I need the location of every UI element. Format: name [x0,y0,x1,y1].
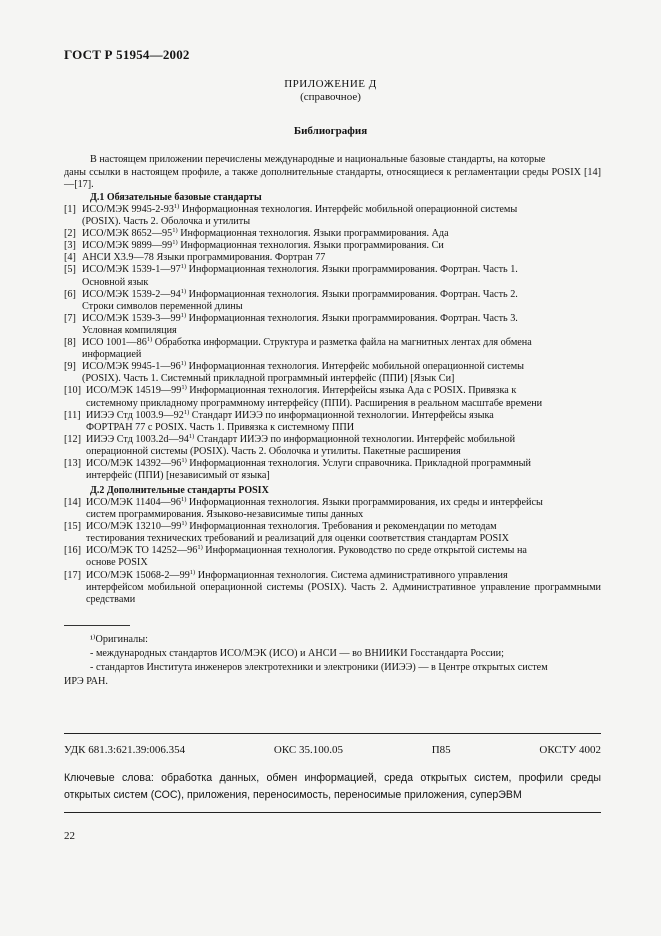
reference-text [82,240,601,252]
reference-number: [10] [64,385,81,397]
bibliography-intro [64,154,601,192]
footnote-marker: 1) [181,384,187,392]
reference-entry [64,361,601,385]
reference-text [86,410,601,434]
reference-code: ИСО/МЭК 13210—99 [86,521,182,533]
reference-title-continuation: интерфейсом мобильной операционной системы (POSIX). Часть 2. Административное управление программными средствами [86,581,601,605]
p-code: П85 [431,744,451,756]
section-heading-additional: Д.2 Дополнительные стандарты POSIX [90,485,269,496]
reference-number: [12] [64,433,81,445]
bibliography-title: Библиография [293,125,368,137]
footnote-marker: 1) [172,239,178,247]
intro-line: В настоящем приложении перечислены международные и национальные базовые стандарты, на которые [90,154,546,165]
reference-text [82,204,601,228]
reference-number: [15] [64,521,81,533]
reference-code: ИСО/МЭК 14519—99 [86,385,182,397]
keywords: Ключевые слова: обработка данных, обмен информацией, среда открытых систем, профили среды открытых систем (СОС), приложения, переносимость, переносимые приложения, суперЭВМ [64,772,601,801]
reference-title: Информационная технология. Услуги справочника. Прикладной программный [186,457,531,469]
reference-number: [1] [64,204,76,215]
footnote-marker: 1) [172,227,178,235]
reference-title: Языки программирования. Фортран 77 [153,252,326,264]
reference-entry [64,228,601,240]
reference-code: ИСО/МЭК 1539-2—94 [82,288,181,300]
reference-number: [16] [64,545,81,557]
reference-code: ИСО/МЭК 11404—96 [86,497,181,508]
reference-title-continuation: (POSIX). Часть 1. Системный прикладной программный интерфейс (ППИ) [Язык Си] [82,373,455,385]
reference-title-continuation: операционной системы (POSIX). Часть 2. Оболочка и утилиты. Пакетные расширения [86,445,461,457]
intro-continuation: даны ссылки в настоящем профиле, а также дополнительные стандарты, относящиеся к регламентации среды POSIX [14]—[17]. [64,166,601,191]
reference-entry [64,289,601,313]
footnote-line: - международных стандартов ИСО/МЭК (ИСО) и АНСИ — во ВНИИКИ Госстандарта России; [90,648,504,659]
reference-list-additional [64,497,601,606]
standard-title: ГОСТ Р 51954—2002 [64,47,190,62]
reference-title: Информационная технология. Система административного управления [195,569,508,581]
reference-number: [11] [64,409,81,421]
footnote-marker: 1) [188,432,195,440]
reference-number: [14] [64,497,81,508]
footnote-separator [64,625,130,626]
reference-code: ИСО/МЭК 8652—95 [82,228,173,240]
reference-number: [9] [64,361,76,373]
reference-title-continuation: интерфейс (ППИ) [независимый от языка] [86,470,270,482]
reference-title: Стандарт ИИЭЭ по информационной технологии. Интерфейсы языка [189,409,494,421]
top-rule [64,733,601,734]
reference-entry [64,385,601,409]
reference-code: ИСО/МЭК 15068-2—99 [86,569,190,581]
footnote-marker: 1) [173,203,180,210]
reference-title-continuation: системному прикладному программному интерфейсу (ППИ). Расширения в реальном масштабе времени [86,397,543,409]
reference-text [82,252,601,264]
reference-number: [8] [64,337,76,349]
reference-title: Информационная технология. Интерфейсы языка Ада с POSIX. Привязка к [186,385,517,397]
reference-number: [13] [64,457,81,469]
reference-code: ИСО/МЭК 9945-1—96 [82,361,181,373]
reference-entry [64,545,601,569]
footnote-line: ИРЭ РАН. [64,676,108,687]
classification-codes [64,744,601,756]
bottom-rule [64,812,601,813]
reference-text [86,497,601,521]
reference-title: Информационная технология. Языки программирования. Ада [177,228,449,240]
reference-number: [7] [64,312,76,324]
reference-entry [64,521,601,545]
reference-title-continuation: Условная компиляция [82,324,177,336]
reference-title: Информационная технология. Интерфейс мобильной операционной системы [179,204,518,215]
reference-text [86,434,601,458]
reference-title: Информационная технология. Языки программирования, их среды и интерфейсы [186,497,543,508]
reference-title: Информационная технология. Языки программирования. Фортран. Часть 2. [186,288,518,300]
appendix-subheading: (справочное) [300,91,361,103]
footnote-marker: 1) [197,544,203,552]
reference-entry [64,204,601,228]
reference-text [86,545,601,569]
reference-title: Информационная технология. Языки программирования. Си [177,240,444,252]
reference-title: Информационная технология. Интерфейс мобильной операционной системы [186,361,525,373]
reference-title-continuation: Основной язык [82,276,149,288]
footnote-marker: 1) [181,520,187,528]
reference-title-continuation: основе POSIX [86,557,148,569]
reference-number: [17] [64,569,81,581]
reference-entry [64,410,601,434]
reference-title: Обработка информации. Структура и разметка файла на магнитных лентах для обмена [152,337,532,349]
reference-title: Информационная технология. Языки программирования. Фортран. Часть 3. [186,312,518,324]
reference-title-continuation: (POSIX). Часть 2. Оболочка и утилиты [82,216,251,228]
reference-text [86,570,601,606]
footnote-marker: 1) [180,311,187,319]
reference-title-continuation: ФОРТРАН 77 с POSIX. Часть 1. Привязка к системному ППИ [86,421,355,433]
reference-number: [5] [64,264,76,276]
reference-text [86,458,601,482]
reference-number: [3] [64,240,76,252]
reference-code: ИИЭЭ Стд 1003.9—92 [86,409,184,421]
reference-text [82,289,601,313]
reference-title-continuation: систем программирования. Языково-независимые типы данных [86,509,364,521]
reference-entry [64,240,601,252]
footnote-marker: 1) [146,336,153,344]
reference-entry [64,570,601,606]
reference-title: Информационная технология. Языки программирования. Фортран. Часть 1. [186,264,518,276]
reference-code: ИСО/МЭК 9899—99 [82,240,173,252]
reference-entry [64,264,601,288]
appendix-heading: ПРИЛОЖЕНИЕ Д [284,78,377,90]
footnote-marker: 1) [180,496,187,503]
reference-title-continuation: тестирования технических требований и реализаций для оценки соответствия стандартам POSIX [86,533,509,545]
footnote-marker: 1) [180,263,187,271]
reference-entry [64,337,601,361]
footnote-marker: 1) [183,408,190,416]
reference-text [82,228,601,240]
reference-code: АНСИ Х3.9—78 [82,252,154,264]
reference-code: ИСО/МЭК 1539-1—97 [82,264,181,276]
reference-code: ИСО 1001—86 [82,337,147,349]
okstu-code: ОКСТУ 4002 [539,744,601,756]
reference-title-continuation: Строки символов переменной длины [82,300,243,312]
reference-text [82,361,601,385]
oks-code: ОКС 35.100.05 [273,744,343,756]
footnote-line: - стандартов Института инженеров электротехники и электроники (ИИЭЭ) — в Центре открытых систем [90,662,548,673]
reference-entry [64,497,601,521]
reference-code: ИСО/МЭК 1539-3—99 [82,312,181,324]
footnote-marker: 1) [189,568,196,576]
reference-text [86,521,601,545]
reference-text [82,337,601,361]
reference-title-continuation: информацией [82,349,142,361]
reference-entry [64,434,601,458]
section-heading-mandatory: Д.1 Обязательные базовые стандарты [90,192,262,203]
footnote-title: ¹⁾Оригиналы: [90,634,148,645]
reference-list-mandatory [64,204,601,482]
reference-number: [6] [64,288,76,300]
page-number: 22 [64,830,75,842]
footnote [64,633,601,689]
reference-entry [64,252,601,264]
reference-text [86,385,601,409]
reference-number: [4] [64,252,76,264]
reference-code: ИСО/МЭК 14392—96 [86,457,182,469]
footnote-marker: 1) [180,360,187,368]
reference-code: ИСО/МЭК 9945-2-93 [82,204,174,215]
reference-title: Информационная технология. Требования и рекомендации по методам [186,521,497,533]
udk-code: УДК 681.3:621.39:006.354 [64,744,186,756]
footnote-marker: 1) [180,287,187,295]
reference-title: Информационная технология. Руководство по среде открытой системы на [202,545,527,557]
reference-code: ИИЭЭ Стд 1003.2d—94 [86,433,189,445]
reference-code: ИСО/МЭК ТО 14252—96 [86,545,198,557]
reference-title: Стандарт ИИЭЭ по информационной технологии. Интерфейс мобильной [194,433,516,445]
footnote-marker: 1) [181,456,187,464]
reference-text [82,313,601,337]
reference-entry [64,313,601,337]
reference-entry [64,458,601,482]
reference-number: [2] [64,228,76,240]
reference-text [82,264,601,288]
